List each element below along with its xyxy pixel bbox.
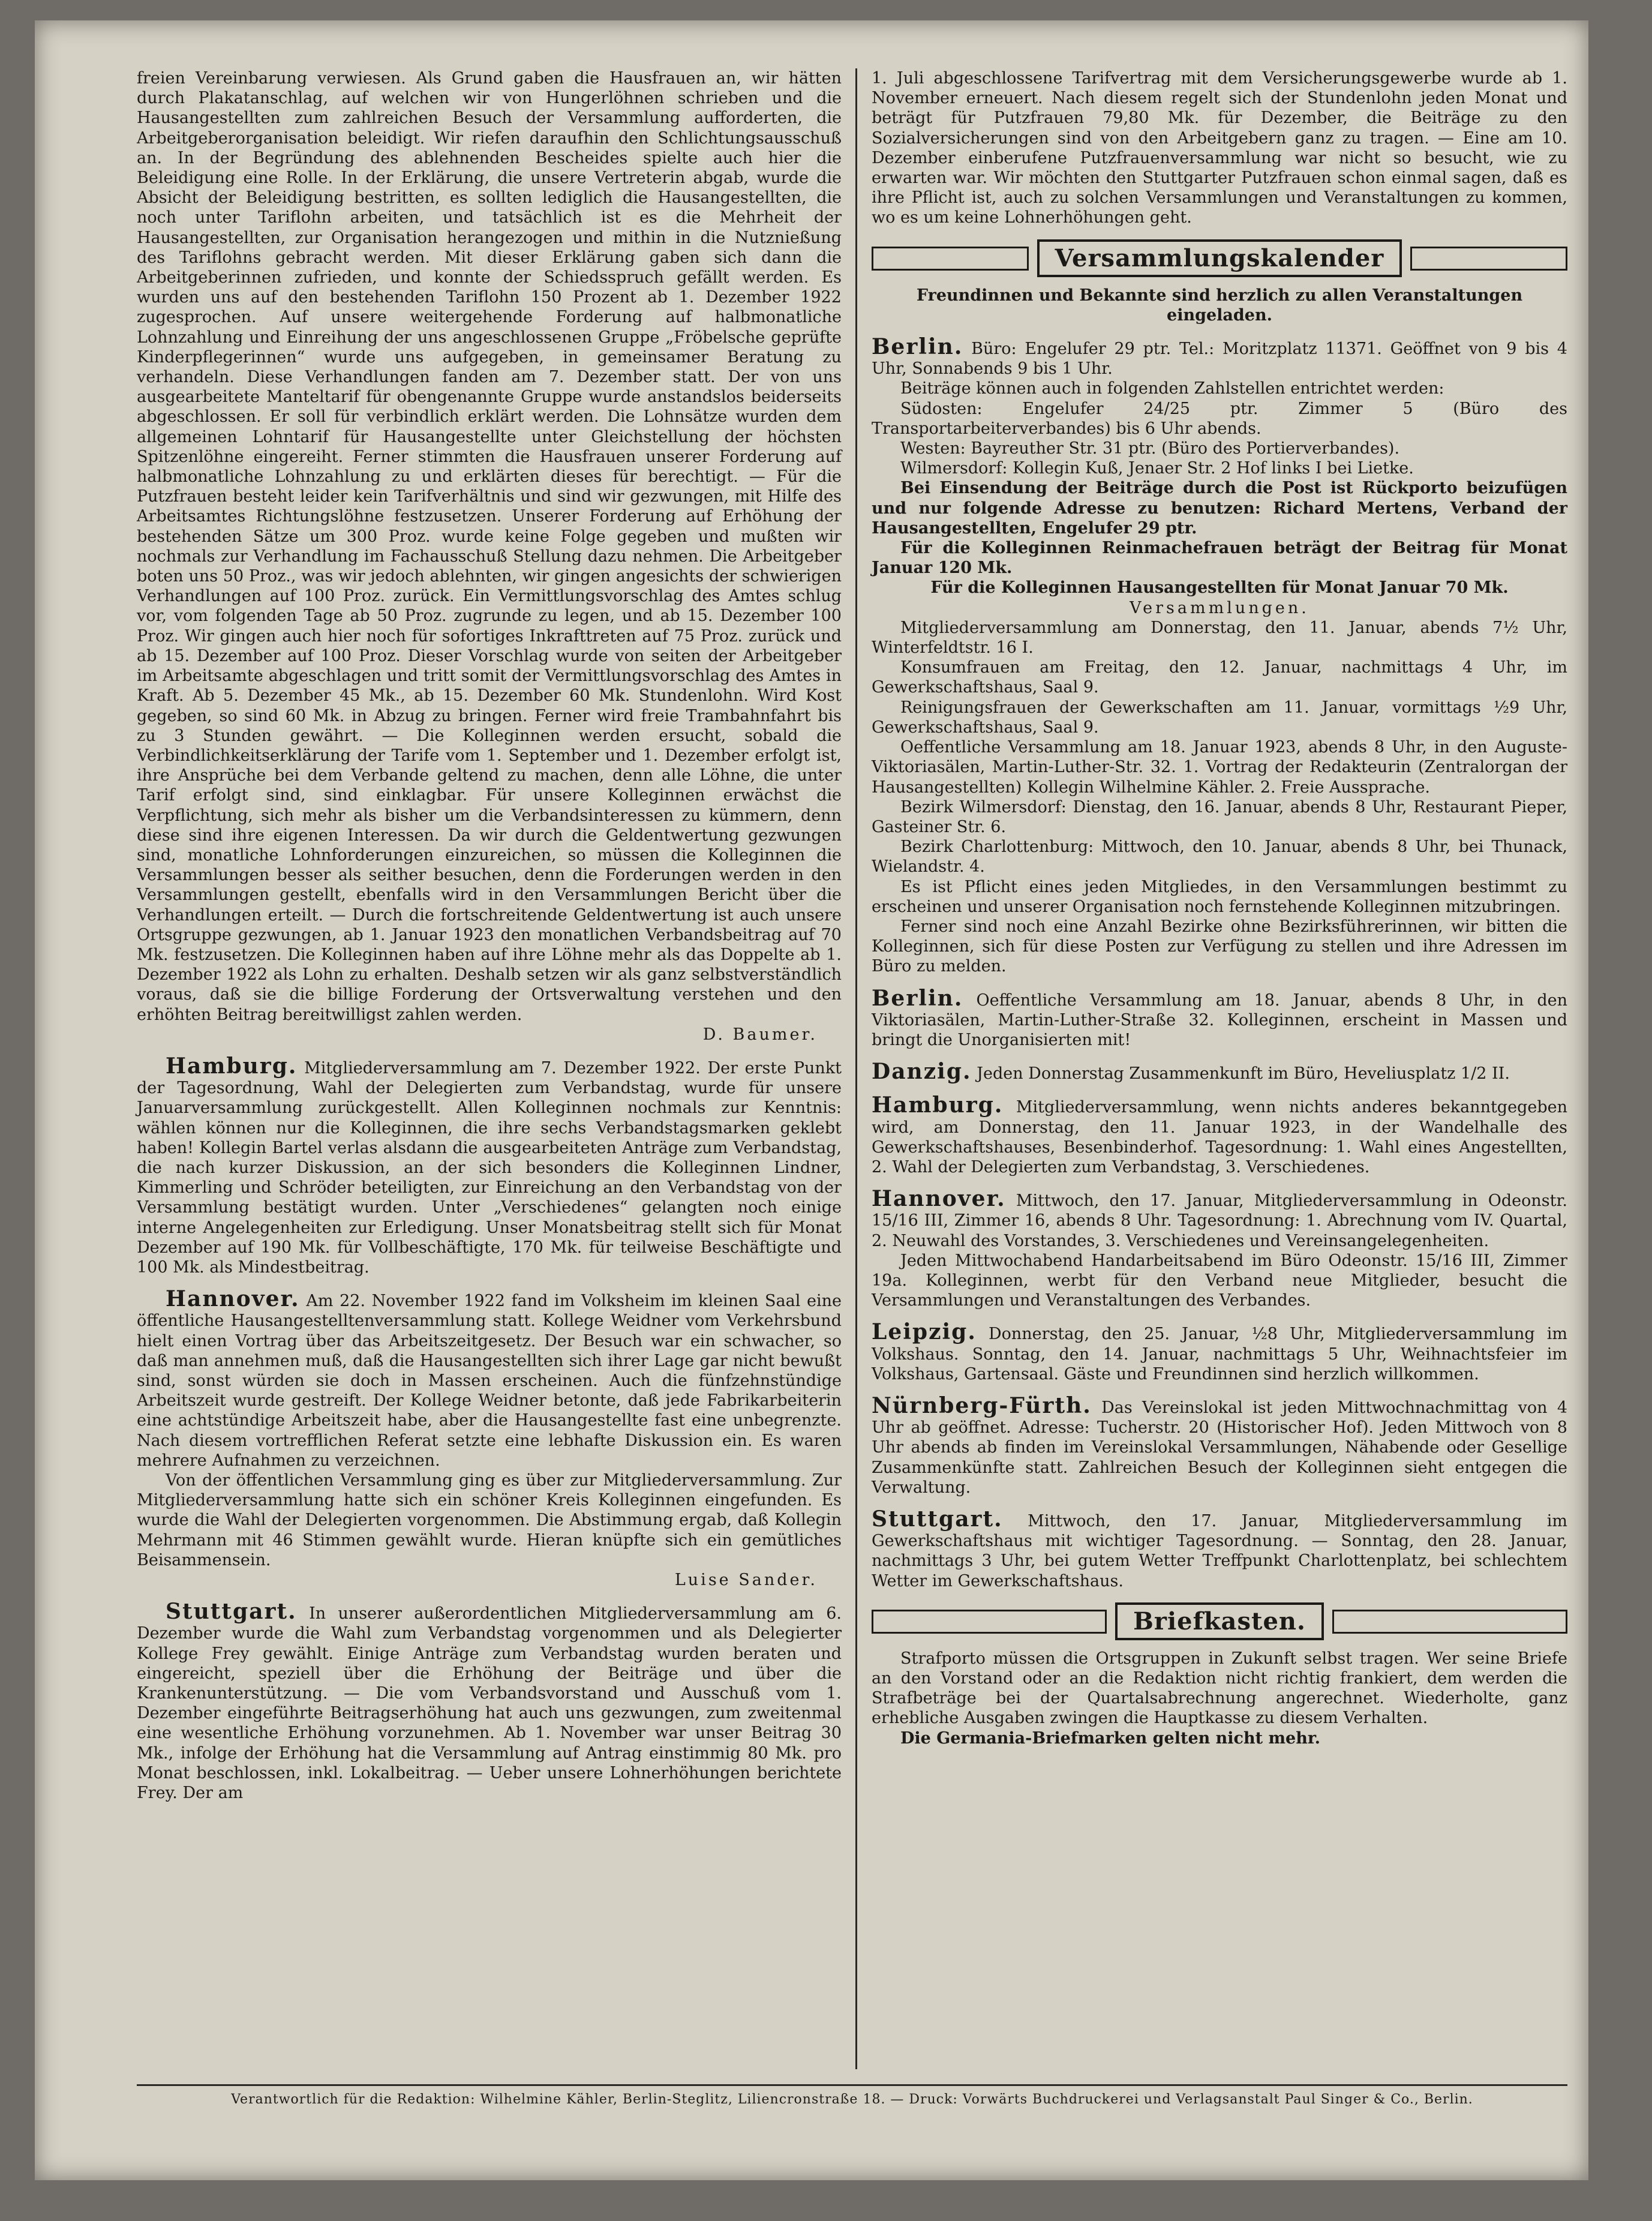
kalender-header — [872, 240, 1567, 277]
meeting-item: Oeffentliche Versammlung am 18. Januar 1923, abends 8 Uhr, in den Auguste-Viktoriasälen, Martin-Luther-Str. 32. 1. Vortrag der Redakteurin (Zentralorgan der Hausangestellten) Kollegin Wilhelmine Kähler. 2. Freie Aussprache. — [872, 738, 1567, 797]
berlin-beitrag-hausangestellte: Für die Kolleginnen Hausangestellten für Monat Januar 70 Mk. — [930, 578, 1509, 598]
hannover-heading: Hannover. — [166, 1286, 300, 1312]
stuttgart-heading-right: Stuttgart. — [872, 1506, 1003, 1532]
hamburg-report — [137, 1053, 842, 1277]
briefkasten-notice: Die Germania-Briefmarken gelten nicht mehr. — [900, 1728, 1321, 1748]
meeting-notice: Es ist Pflicht eines jeden Mitgliedes, in den Versammlungen bestimmt zu erscheinen und unserer Organisation noch fernstehende Kolleginnen mitzubringen. — [872, 877, 1567, 916]
berlin-post-notice: Bei Einsendung der Beiträge durch die Post ist Rückporto beizufügen und nur folgende Adresse zu benutzen: Richard Mertens, Verband der Hausangestellten, Engelufer 29 ptr. — [872, 479, 1567, 538]
meeting-notice: Ferner sind noch eine Anzahl Bezirke ohne Bezirksführerinnen, wir bitten die Kolleginnen, sich für diese Posten zur Verfügung zu stellen und ihre Adressen im Büro zu melden. — [872, 917, 1567, 976]
header-ornament-left — [872, 1610, 1107, 1634]
danzig-heading: Danzig. — [872, 1059, 972, 1085]
leipzig-heading: Leipzig. — [872, 1319, 977, 1345]
leipzig-entry: Leipzig. Donnerstag, den 25. Januar, ½8 Uhr, Mitgliederversammlung im Volkshaus. Sonntag, den 14. Januar, nachmittags 5 Uhr, Weihnachtsfeier im Volkshaus, Gartensaal. Gäste und Freundinnen sind herzlich willkommen. — [872, 1319, 1567, 1383]
hannover-report-text: Am 22. November 1922 fand im Volksheim im kleinen Saal eine öffentliche Hausangestelltenversammlung statt. Kollege Weidner vom Verkehrsbund hielt einen Vortrag über das Arbeitszeitgesetz. Der Besuch war ein schwacher, so daß man annehmen muß, daß die Hausangestellten sich ihrer Lage gar nicht bewußt sind, sonst würden sie doch in Massen erscheinen. Auch die fünfzehnstündige Arbeitszeit wurde gestreift. Der Kollege Weidner betonte, daß jede Fabrikarbeiterin eine achtstündige Arbeitszeit habe, aber die Hausangestellte fast eine unbegrenzte. Nach diesem vortrefflichen Referat setzte eine lebhafte Diskussion ein. Es waren mehrere Aufnahmen zu verzeichnen. — [137, 1292, 842, 1470]
hannover-entry: Hannover. Mittwoch, den 17. Januar, Mitgliederversammlung in Odeonstr. 15/16 III, Zimmer 16, abends 8 Uhr. Tagesordnung: 1. Abrechnung vom IV. Quartal, 2. Neuwahl des Vorstandes, 3. Verschiedenes und Vereinsangelegenheiten. — [872, 1186, 1567, 1250]
berlin-wilmersdorf: Wilmersdorf: Kollegin Kuß, Jenaer Str. 2 Hof links I bei Lietke. — [900, 459, 1414, 478]
meeting-item: Mitgliederversammlung am Donnerstag, den 11. Januar, abends 7½ Uhr, Winterfeldtstr. 16 I. — [872, 618, 1567, 658]
meeting-item: Reinigungsfrauen der Gewerkschaften am 11. Januar, vormittags ½9 Uhr, Gewerkschaftshaus, Saal 9. — [872, 698, 1567, 737]
hannover-heading-right: Hannover. — [872, 1186, 1006, 1212]
briefkasten-title: Briefkasten. — [1115, 1602, 1324, 1640]
header-ornament-right — [1332, 1610, 1567, 1634]
briefkasten-header — [872, 1603, 1567, 1640]
hamburg-heading: Hamburg. — [166, 1053, 298, 1079]
nuernberg-heading: Nürnberg-Fürth. — [872, 1392, 1092, 1418]
berlin-beitrag-reinmachefrauen: Für die Kolleginnen Reinmachefrauen beträgt der Beitrag für Monat Januar 120 Mk. — [872, 539, 1567, 578]
hamburg-entry: Hamburg. Mitgliederversammlung, wenn nichts anderes bekanntgegeben wird, am Donnerstag, den 11. Januar 1923, in der Wandelhalle des Gewerkschaftshauses, Besenbinderhof. Tagesordnung: 1. Wahl eines Angestellten, 2. Wahl der Delegierten zum Verbandstag, 3. Verschiedenes. — [872, 1093, 1567, 1176]
meeting-item: Konsumfrauen am Freitag, den 12. Januar, nachmittags 4 Uhr, im Gewerkschaftshaus, Saal 9. — [872, 658, 1567, 697]
nuernberg-entry: Nürnberg-Fürth. Das Vereinslokal ist jeden Mittwochnachmittag von 4 Uhr ab geöffnet. Adresse: Tucherstr. 20 (Historischer Hof). Jeden Mittwoch von 8 Uhr abends ab finden im Vereinslokal Versammlungen, Nähabende oder Gesellige Zusammenkünfte statt. Zahlreichen Besuch der Kolleginnen sieht entgegen die Verwaltung. — [872, 1392, 1567, 1497]
berlin-heading: Berlin. — [872, 334, 963, 360]
berlin-office: Berlin. Büro: Engelufer 29 ptr. Tel.: Moritzplatz 11371. Geöffnet von 9 bis 4 Uhr, Sonnabends 9 bis 1 Uhr. — [872, 334, 1567, 379]
left-column — [137, 68, 842, 1803]
berlin-zahlstellen: Beiträge können auch in folgenden Zahlstellen entrichtet werden: — [900, 379, 1444, 398]
hannover-report-continued: Von der öffentlichen Versammlung ging es über zur Mitgliederversammlung. Zur Mitgliederversammlung hatte sich ein schöner Kreis Kolleginnen eingefunden. Es wurde die Wahl der Delegierten vorgenommen. Die Abstimmung ergab, daß Kollegin Mehrmann mit 46 Stimmen gewählt wurde. Hieran knüpfte sich ein gemütliches Beisammensein. — [137, 1471, 842, 1569]
intro-signature: D. Baumer. — [702, 1025, 818, 1044]
hannover-entry-continued: Jeden Mittwochabend Handarbeitsabend im Büro Odeonstr. 15/16 III, Zimmer 19a. Kolleginnen, werbt für den Verband neue Mitglieder, besucht die Versammlungen und Veranstaltungen des Verbandes. — [872, 1251, 1567, 1310]
imprint-footer: Verantwortlich für die Redaktion: Wilhelmine Kähler, Berlin-Steglitz, Liliencronstraße 18. — Druck: Vorwärts Buchdruckerei und Verlagsanstalt Paul Singer & Co., Berlin. — [137, 2084, 1567, 2107]
berlin-suedosten: Südosten: Engelufer 24/25 ptr. Zimmer 5 (Büro des Transportarbeiterverbandes) bis 6 Uhr abends. — [872, 399, 1567, 438]
danzig-entry: Danzig. Jeden Donnerstag Zusammenkunft im Büro, Heveliusplatz 1/2 II. — [872, 1059, 1510, 1085]
kalender-title: Versammlungskalender — [1037, 239, 1402, 277]
intro-paragraph: freien Vereinbarung verwiesen. Als Grund gaben die Hausfrauen an, wir hätten durch Plakatanschlag, auf welchen wir von Hungerlöhnen schrieben und die Hausangestellten zum zahlreichen Besuch der Versammlung aufforderten, die Arbeitgeberorganisation beleidigt. Wir riefen daraufhin den Schlichtungsausschuß an. In der Begründung des ablehnenden Bescheides spielte auch hier die Beleidigung eine Rolle. In der Erklärung, die unsere Vertreterin abgab, wurde die Absicht der Beleidigung bestritten, es sollten lediglich die Hausangestellten, die noch unter Tariflohn arbeiten, und tatsächlich ist es die Mehrheit der Hausangestellten, zur Organisation herangezogen und mithin in die Nutznießung des Tariflohns gebracht werden. Mit dieser Erklärung gaben sich dann die Arbeitgeberinnen zufrieden, und konnte der Schiedsspruch gefällt werden. Es wurden uns auf den bestehenden Tariflohn 150 Prozent ab 1. Dezember 1922 zugesprochen. Auf unsere weitergehende Forderung auf halbmonatliche Lohnzahlung und Einreihung der uns angeschlossenen Gruppe „Fröbelsche geprüfte Kinderpflegerinnen“ wurde uns aufgegeben, in gemeinsamer Beratung zu verhandeln. Diese Verhandlungen fanden am 7. Dezember statt. Der von uns ausgearbeitete Manteltarif für obengenannte Gruppe wurde anstandslos beiderseits abgeschlossen. Er soll für verbindlich erklärt werden. Die Lohnsätze wurden dem allgemeinen Lohntarif für Hausangestellte unter Gleichstellung der höchsten Spitzenlöhne eingereiht. Ferner stimmten die Hausfrauen unserer Forderung auf halbmonatliche Lohnzahlung zu und erklärten dieses für berechtigt. — Für die Putzfrauen besteht leider kein Tarifverhältnis und sind wir gezwungen, mit Hilfe des Arbeitsamtes Richtungslöhne festzusetzen. Unserer Forderung auf Erhöhung der bestehenden Sätze um 300 Proz. wurde keine Folge gegeben und mußten wir nochmals zur Verhandlung im Fachausschuß Stellung dazu nehmen. Die Arbeitgeber boten uns 50 Proz., was wir jedoch ablehnten, wir gingen angesichts der schwierigen Verhandlungen auf 100 Proz. zurück. Ein Vermittlungsvorschlag des Amtes schlug vor, vom folgenden Tage ab 50 Proz. zugrunde zu legen, und ab 15. Dezember 100 Proz. Wir gingen auch hier noch für sofortiges Inkrafttreten auf 75 Proz. zurück und ab 15. Dezember auf 100 Proz. Dieser Vorschlag wurde von seiten der Arbeitgeber im Arbeitsamte abgeschlagen und tritt somit der Vermittlungsvorschlag des Amtes in Kraft. Ab 5. Dezember 45 Mk., ab 15. Dezember 60 Mk. Stundenlohn. Wird Kost gegeben, so sind 60 Mk. in Abzug zu bringen. Ferner wird freie Trambahnfahrt bis zu 3 Stunden gewährt. — Die Kolleginnen werden ersucht, sobald die Verbindlichkeitserklärung der Tarife vom 1. September und 1. Dezember erfolgt ist, ihre Ansprüche bei dem Verbande geltend zu machen, denn alle Löhne, die unter Tarif erfolgt sind, sind einklagbar. Für unsere Kolleginnen erwächst die Verpflichtung, sich mehr als bisher um die Verbandsinteressen zu kümmern, denn diese sind ihre eigenen Interessen. Da wir durch die Geldentwertung gezwungen sind, monatliche Lohnforderungen einzureichen, so müssen die Kolleginnen die Versammlungen besser als seither besuchen, denn die Forderungen werden in den Versammlungen gestellt, ebenfalls wird in den Versammlungen Bericht über die Verhandlungen erteilt. — Durch die fortschreitende Geldentwertung ist auch unsere Ortsgruppe gezwungen, ab 1. Januar 1923 den monatlichen Verbandsbeitrag auf 70 Mk. festzusetzen. Die Kolleginnen haben auf ihre Löhne mehr als das Doppelte ab 1. Dezember 1922 als Lohn zu erhalten. Deshalb setzen wir als ganz selbstverständlich voraus, daß sie die billige Forderung der Ortsverwaltung verstehen und den erhöhten Beitrag bereitwilligst zahlen werden. — [137, 69, 842, 1024]
hannover-signature: Luise Sander. — [674, 1571, 818, 1590]
berlin-westen: Westen: Bayreuther Str. 31 ptr. (Büro des Portierverbandes). — [900, 439, 1400, 458]
versammlungen-heading: Versammlungen. — [1130, 598, 1309, 617]
meeting-item: Bezirk Charlottenburg: Mittwoch, den 10. Januar, abends 8 Uhr, bei Thunack, Wielandstr. 4. — [872, 838, 1567, 877]
stuttgart-report-text: In unserer außerordentlichen Mitgliederversammlung am 6. Dezember wurde die Wahl zum Verbandstag vorgenommen und als Delegierter Kollege Frey gewählt. Einige Anträge zum Verbandstag wurden beraten und eingereicht, speziell über die Erhöhung der Beiträge und über die Krankenunterstützung. — Die vom Verbandsvorstand und Ausschuß vom 1. Dezember eingeführte Beitragserhöhung hat auch uns gezwungen, zum zweitenmal eine wesentliche Erhöhung vorzunehmen. Ab 1. November war unser Beitrag 30 Mk., infolge der Erhöhung hat die Versammlung auf Antrag einstimmig 80 Mk. pro Monat beschlossen, inkl. Lokalbeitrag. — Ueber unsere Lohnerhöhungen berichtete Frey. Der am — [137, 1604, 842, 1803]
hamburg-heading-right: Hamburg. — [872, 1093, 1004, 1118]
stuttgart-continuation: 1. Juli abgeschlossene Tarifvertrag mit dem Versicherungsgewerbe wurde ab 1. November erneuert. Nach diesem regelt sich der Stundenlohn jeden Monat und beträgt für Putzfrauen 79,80 Mk. für Dezember, die Beiträge zu den Sozialversicherungen sind von den Arbeitgebern ganz zu tragen. — Eine am 10. Dezember einberufene Putzfrauenversammlung war nicht so besucht, wie zu erwarten war. Wir möchten den Stuttgarter Putzfrauen schon einmal sagen, daß es ihre Pflicht ist, auch zu solchen Versammlungen und Veranstaltungen zu kommen, wo es um keine Lohnerhöhungen geht. — [872, 69, 1567, 227]
kalender-invitation: Freundinnen und Bekannte sind herzlich zu allen Veranstaltungen eingeladen. — [916, 286, 1523, 325]
berlin-public-meeting: Berlin. Oeffentliche Versammlung am 18. Januar, abends 8 Uhr, in den Viktoriasälen, Martin-Luther-Straße 32. Kolleginnen, erscheint in Massen und bringt die Unorganisierten mit! — [872, 985, 1567, 1049]
column-divider — [855, 68, 857, 2069]
berlin-heading-2: Berlin. — [872, 985, 963, 1011]
stuttgart-heading: Stuttgart. — [166, 1599, 297, 1625]
hamburg-report-text: Mitgliederversammlung am 7. Dezember 1922. Der erste Punkt der Tagesordnung, Wahl der Delegierten zum Verbandstag, wurde für unsere Januarversammlung zurückgestellt. Allen Kolleginnen nochmals zur Kenntnis: wählen können nur die Kolleginnen, die ihre sechs Verbandstagsmarken geklebt haben! Kollegin Bartel verlas alsdann die ausgearbeiteten Anträge zum Verbandstag, die nach kurzer Diskussion, an der sich besonders die Kolleginnen Lindner, Kimmerling und Schröder beteiligten, zur Einreichung an den Verbandstag von der Versammlung bestätigt wurden. Unter „Verschiedenes“ gelangten noch einige interne Angelegenheiten zur Erledigung. Unser Monatsbeitrag stellt sich für Monat Dezember auf 190 Mk. für Vollbeschäftigte, 170 Mk. für teilweise Beschäftigte und 100 Mk. als Mindestbeitrag. — [137, 1058, 842, 1277]
right-column — [872, 68, 1567, 1748]
hannover-report — [137, 1286, 842, 1470]
newspaper-page — [35, 20, 1588, 2180]
meeting-item: Bezirk Wilmersdorf: Dienstag, den 16. Januar, abends 8 Uhr, Restaurant Pieper, Gasteiner Str. 6. — [872, 797, 1567, 836]
briefkasten-text: Strafporto müssen die Ortsgruppen in Zukunft selbst tragen. Wer seine Briefe an den Vorstand oder an die Redaktion nicht richtig frankiert, dem werden die Strafbeträge bei der Quartalsabrechnung angerechnet. Wiederholte, ganz erhebliche Ausgaben zwingen die Hauptkasse zu diesem Verhalten. — [872, 1649, 1567, 1728]
header-ornament-right — [1410, 247, 1567, 271]
header-ornament-left — [872, 247, 1029, 271]
stuttgart-report — [137, 1599, 842, 1803]
stuttgart-entry: Stuttgart. Mittwoch, den 17. Januar, Mitgliederversammlung im Gewerkschaftshaus mit wichtiger Tagesordnung. — Sonntag, den 28. Januar, nachmittags 3 Uhr, bei gutem Wetter Treffpunkt Charlottenplatz, bei schlechtem Wetter im Gewerkschaftshaus. — [872, 1506, 1567, 1590]
